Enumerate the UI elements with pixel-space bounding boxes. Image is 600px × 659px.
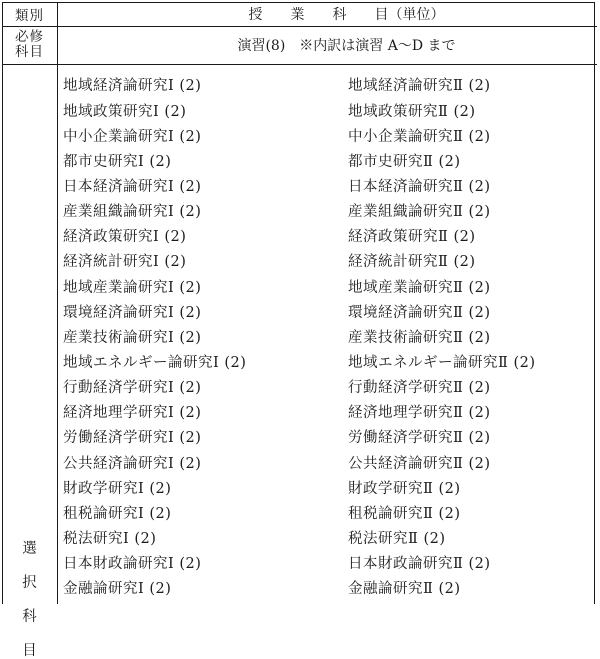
course-item: 地域経済論研究Ⅰ (2) xyxy=(63,78,202,95)
course-item: 日本経済論研究Ⅰ (2) xyxy=(63,178,202,195)
required-category-line2: 科目 xyxy=(15,44,44,60)
course-item: 環境経済論研究Ⅱ (2) xyxy=(348,304,491,321)
course-item: 地域経済論研究Ⅱ (2) xyxy=(348,78,491,95)
course-item: 経済統計研究Ⅱ (2) xyxy=(348,254,476,271)
header-subject-cell: 授 業 科 目（単位） xyxy=(248,7,445,23)
course-item: 地域エネルギー論研究Ⅱ (2) xyxy=(348,354,536,371)
course-item: 環境経済論研究Ⅰ (2) xyxy=(63,304,202,321)
course-item: 租税論研究Ⅰ (2) xyxy=(63,505,172,522)
course-item: 経済地理学研究Ⅰ (2) xyxy=(63,405,202,422)
course-item: 日本財政論研究Ⅰ (2) xyxy=(63,556,202,573)
course-column-2 xyxy=(348,74,536,602)
course-item: 中小企業論研究Ⅰ (2) xyxy=(63,128,202,145)
course-item: 経済政策研究Ⅰ (2) xyxy=(63,229,187,246)
course-item: 地域産業論研究Ⅱ (2) xyxy=(348,279,491,296)
course-item: 金融論研究Ⅱ (2) xyxy=(348,581,461,598)
course-item: 地域政策研究Ⅰ (2) xyxy=(63,103,187,120)
course-item: 経済統計研究Ⅰ (2) xyxy=(63,254,187,271)
course-item: 産業技術論研究Ⅰ (2) xyxy=(63,329,202,346)
elective-category-char: 択 xyxy=(22,575,37,591)
course-item: 都市史研究Ⅰ (2) xyxy=(63,153,172,170)
course-item: 日本財政論研究Ⅱ (2) xyxy=(348,556,491,573)
course-item: 地域政策研究Ⅱ (2) xyxy=(348,103,476,120)
course-item: 労働経済学研究Ⅰ (2) xyxy=(63,430,202,447)
course-item: 労働経済学研究Ⅱ (2) xyxy=(348,430,491,447)
elective-category-cell xyxy=(2,64,57,659)
course-item: 都市史研究Ⅱ (2) xyxy=(348,153,461,170)
course-item: 産業技術論研究Ⅱ (2) xyxy=(348,329,491,346)
course-item: 地域産業論研究Ⅰ (2) xyxy=(63,279,202,296)
course-item: 公共経済論研究Ⅰ (2) xyxy=(63,455,202,472)
required-subject-cell: 演習(8) ※内訳は演習 A～D まで xyxy=(237,38,456,54)
course-item: 産業組織論研究Ⅱ (2) xyxy=(348,204,491,221)
course-item: 税法研究Ⅰ (2) xyxy=(63,530,157,547)
course-item: 経済地理学研究Ⅱ (2) xyxy=(348,405,491,422)
course-item: 財政学研究Ⅱ (2) xyxy=(348,480,461,497)
elective-category-char: 科 xyxy=(22,609,37,625)
required-category-line1: 必修 xyxy=(15,29,44,45)
course-item: 行動経済学研究Ⅱ (2) xyxy=(348,380,491,397)
course-item: 租税論研究Ⅱ (2) xyxy=(348,505,461,522)
course-item: 中小企業論研究Ⅱ (2) xyxy=(348,128,491,145)
required-category-cell xyxy=(2,26,57,64)
course-item: 経済政策研究Ⅱ (2) xyxy=(348,229,476,246)
course-item: 金融論研究Ⅰ (2) xyxy=(63,581,172,598)
course-item: 財政学研究Ⅰ (2) xyxy=(63,480,172,497)
course-item: 公共経済論研究Ⅱ (2) xyxy=(348,455,491,472)
course-item: 行動経済学研究Ⅰ (2) xyxy=(63,380,202,397)
elective-category-char: 目 xyxy=(22,643,37,659)
course-item: 日本経済論研究Ⅱ (2) xyxy=(348,178,491,195)
header-category-cell: 類別 xyxy=(15,8,44,24)
course-item: 税法研究Ⅱ (2) xyxy=(348,530,446,547)
course-item: 産業組織論研究Ⅰ (2) xyxy=(63,204,202,221)
course-column-1 xyxy=(63,74,246,602)
elective-category-char: 選 xyxy=(22,541,37,557)
course-item: 地域エネルギー論研究Ⅰ (2) xyxy=(63,354,247,371)
